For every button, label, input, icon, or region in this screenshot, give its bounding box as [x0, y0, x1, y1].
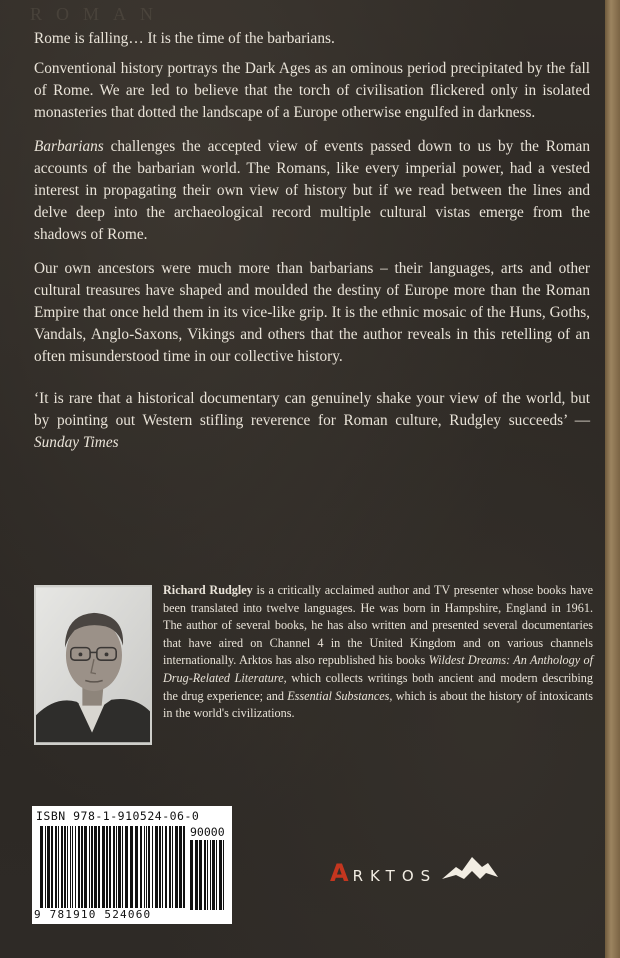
blurb-paragraph-1: Rome is falling… It is the time of the barbarians.: [34, 30, 335, 47]
author-bio-text-3: , which is about the history of intoxicants in the world's civilizations.: [163, 688, 593, 721]
barcode-bar: [130, 826, 133, 908]
blurb-paragraph-3: [34, 136, 590, 246]
barcode-bar: [195, 840, 198, 910]
isbn-barcode: [32, 806, 232, 924]
logo-rest: RKTOS: [352, 867, 438, 885]
author-name: Richard Rudgley: [163, 583, 253, 597]
barcode-bar: [155, 826, 158, 908]
blurb: [34, 28, 590, 466]
barcode-bar: [172, 826, 173, 908]
barcode-bar: [122, 826, 123, 908]
barcode-bar: [183, 826, 185, 908]
barcode-bar: [55, 826, 57, 908]
author-photo: [34, 585, 152, 745]
barcode-bar: [118, 826, 121, 908]
barcode-bar: [207, 840, 208, 910]
barcode-bars: [40, 826, 186, 908]
author-book-1: Wildest Dreams: An Anthology of Drug-Related Literature: [163, 653, 593, 685]
barcode-bar: [84, 826, 87, 908]
barcode-bar: [135, 826, 138, 908]
barcode-bar: [81, 826, 83, 908]
barcode-bar: [89, 826, 90, 908]
press-quote-source: Sunday Times: [34, 434, 119, 451]
barcode-addon-bars: [190, 840, 224, 910]
logo-initial: A: [330, 859, 353, 887]
barcode-bar: [204, 840, 206, 910]
blurb-paragraph-3-text: challenges the accepted view of events passed down to us by the Roman accounts of the barbarian world. The Romans, like every imperial power, had a vested interest in propagating their own view of history but if we read between the lines and delve deep into the archaeological record multiple cultural vistas emerge from the shadows of Rome.: [34, 138, 590, 243]
barcode-bar: [175, 826, 178, 908]
barcode-bar: [102, 826, 105, 908]
barcode-bar: [94, 826, 97, 908]
barcode-bar: [169, 826, 171, 908]
blurb-paragraph-2: Conventional history portrays the Dark Ages as an ominous period precipitated by the fall of Rome. We are led to believe that the torch of civilisation flickered only in isolated monasteries that dotted the landscape of a Europe otherwise engulfed in darkness.: [34, 60, 590, 121]
blurb-paragraph-4: Our own ancestors were much more than barbarians – their languages, arts and other cultural treasures have shaped and moulded the destiny of Europe more than the Roman Empire that once held them in its vice-like grip. It is the ethnic mosaic of the Huns, Goths, Vandals, Anglo-Saxons, Vikings and others that the author reveals in this retelling of an often misunderstood time in our collective history.: [34, 260, 590, 365]
barcode-bar: [148, 826, 150, 908]
publisher-logo-text: [330, 859, 437, 887]
author-portrait-image: [36, 587, 150, 743]
barcode-bar: [75, 826, 76, 908]
price-code: 90000: [190, 825, 225, 839]
barcode-bar: [210, 840, 211, 910]
barcode-bar: [67, 826, 68, 908]
barcode-bar: [125, 826, 128, 908]
barcode-bar: [72, 826, 73, 908]
barcode-bar: [159, 826, 161, 908]
barcode-bar: [98, 826, 100, 908]
barcode-bar: [212, 840, 215, 910]
barcode-bar: [223, 840, 224, 910]
barcode-bar: [106, 826, 108, 908]
barcode-bar: [179, 826, 182, 908]
barcode-bar: [162, 826, 163, 908]
book-title: Barbarians: [34, 138, 104, 155]
author-bio-text-1: is a critically acclaimed author and TV presenter whose books have been translated into twelve languages. He was born in Hampshire, England in 1961. The author of several books, he has also written and presented several documentaries that have aired on Channel 4 in the United Kingdom and on various channels internationally. Arktos has also republished his books: [163, 583, 593, 668]
publisher-logo: [330, 851, 500, 887]
barcode-bar: [64, 826, 66, 908]
barcode-bar: [91, 826, 93, 908]
barcode-bar: [58, 826, 59, 908]
barcode-bar: [78, 826, 80, 908]
barcode-bar: [199, 840, 202, 910]
barcode-bar: [144, 826, 145, 908]
barcode-bar: [190, 840, 193, 910]
author-book-2: Essential Substances: [287, 688, 390, 703]
barcode-bar: [70, 826, 71, 908]
barcode-bar: [109, 826, 111, 908]
barcode-bar: [51, 826, 53, 908]
barcode-bar: [116, 826, 117, 908]
barcode-bar: [165, 826, 167, 908]
isbn-number: ISBN 978-1-910524-06-0: [36, 809, 200, 823]
author-bio: [163, 582, 593, 723]
barcode-bar: [61, 826, 63, 908]
barcode-bar: [45, 826, 46, 908]
barcode-digits: 9 781910 524060: [34, 908, 152, 921]
press-quote-text: ‘It is rare that a historical documentary can genuinely shake your view of the world, but by pointing out Western stifling reverence for Roman culture, Rudgley succeeds’ —: [34, 390, 590, 429]
barcode-bar: [40, 826, 43, 908]
press-quote: [34, 388, 590, 454]
barcode-bar: [152, 826, 153, 908]
faint-map-lettering: ROMAN: [30, 4, 168, 24]
barcode-bar: [216, 840, 217, 910]
cover-edge: [605, 0, 620, 958]
mountain-icon: [442, 853, 498, 883]
barcode-bar: [140, 826, 142, 908]
barcode-bar: [146, 826, 147, 908]
author-bio-text-2: , which collects writings both ancient and modern describing the drug experience; and: [163, 670, 593, 703]
barcode-bar: [47, 826, 50, 908]
barcode-bar: [113, 826, 115, 908]
barcode-bar: [219, 840, 222, 910]
